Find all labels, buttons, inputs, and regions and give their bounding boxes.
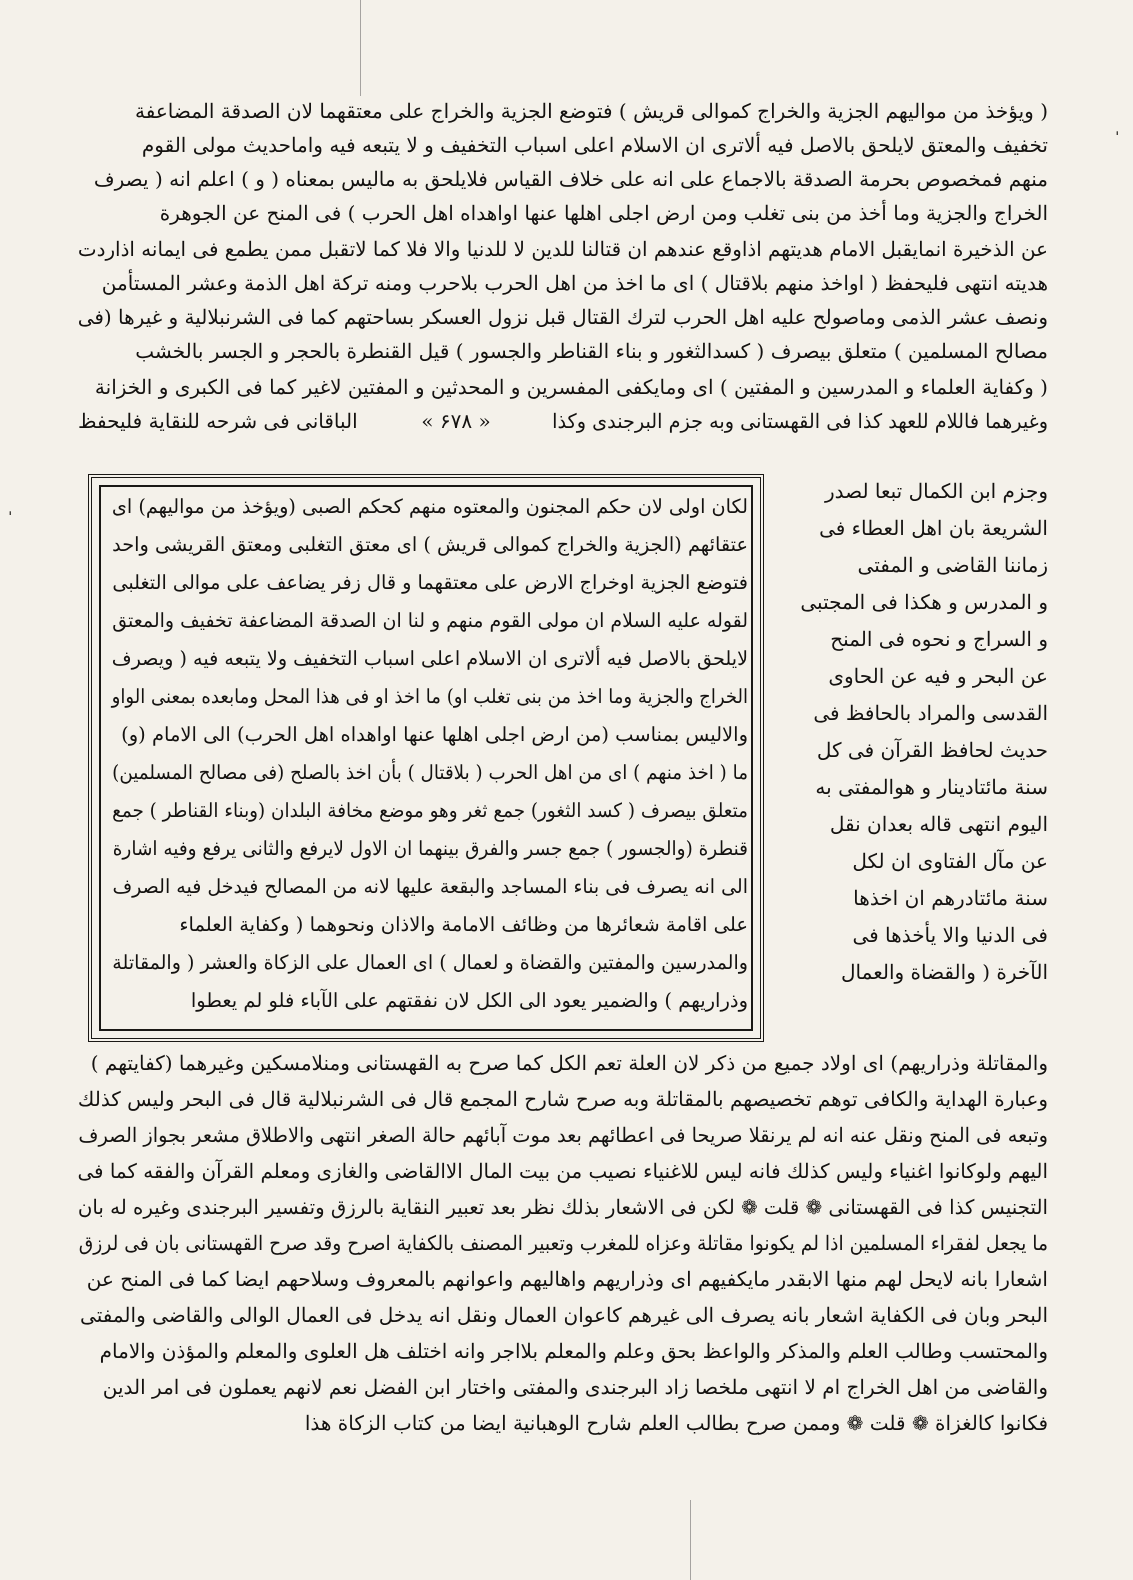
text-line: ( وكفاية العلماء و المدرسين و المفتين ) اى ومايكفى المفسرين و المحدثين و المفتين لاغير كما فى الكبرى و الخزانة: [94, 375, 1048, 399]
ornament-glyph-right: »: [478, 409, 491, 433]
text-line: اليهم ولوكانوا اغنياء وليس كذلك فانه ليس للاغنياء نصيب من بيت المال الاالقاضى والغازى ومعلم القرآن والفقه كما فى: [77, 1159, 1049, 1183]
text-line: فى الدنيا والا يأخذها فى: [852, 923, 1048, 947]
text-line: وتبعه فى المنح ونقل عنه انه لم يرنقلا صريحا فى اعطائهم بعد موت آبائهم حالة الصغر انتهى والاطلاق مشعر بجواز الصرف: [78, 1123, 1048, 1147]
text-line: وجزم ابن الكمال تبعا لصدر: [824, 479, 1048, 503]
margin-mark: ˌ: [8, 498, 13, 517]
page-number: ۶۷۸: [439, 409, 473, 433]
text-line: لقوله عليه السلام ان مولى القوم منهم و لنا ان الصدقة المضاعفة تخفيف والمعتق: [112, 609, 749, 632]
text-line: لايلحق بالاصل فيه ألاترى ان الاسلام اعلى اسباب التخفيف ولا يتبعه فيه ( ويصرف: [111, 647, 749, 670]
text-line: اشعارا بانه لايحل لهم منها الابقدر مايكفيهم اى وذراريهم واهاليهم واعوانهم بالمعروف وسلاحهم ايضا كما فى المنح عن: [86, 1267, 1048, 1291]
binding-gutter-line: [360, 0, 361, 96]
text-line: سنة مائتادرهم ان اخذها: [853, 886, 1048, 910]
text-line: حديث لحافظ القرآن فى كل: [816, 738, 1048, 762]
text-line: عتقائهم (الجزية والخراج كموالى قريش ) اى معتق التغلبى ومعتق القريشى واحد: [112, 533, 748, 556]
text-line: ونصف عشر الذمى وماصولح عليه اهل الحرب لترك القتال قبل نزول العسكر بساحتهم كما فى الشرنبلالية و غيرها (فى: [77, 305, 1048, 329]
text-line: ( ويؤخذ من مواليهم الجزية والخراج كموالى قريش ) فتوضع الجزية والخراج على معتقهما لان الصدقة المضاعفة: [134, 99, 1048, 123]
text-line: فكانوا كالغزاة ❁ قلت ❁ وممن صرح بطالب العلم شارح الوهبانية ايضا من كتاب الزكاة هذا: [304, 1411, 1048, 1435]
text-line: البحر وبان فى الكفاية اشعار بانه يصرف الى غيرهم كاعوان العمال ونقل انه يدخل فى العمال الوالى والقاضى والمفتى: [80, 1303, 1048, 1327]
text-line: هديته انتهى فليحفظ ( اواخذ منهم بلاقتال ) اى ما اخذ من اهل الحرب بلاحرب ومنه تركة اهل الذمة وعشر المستأمن: [101, 271, 1048, 295]
text-line: الخراج والجزية وما اخذ من بنى تغلب او) ما اخذ او فى هذا المحل ومابعده بمعنى الواو: [111, 685, 748, 708]
text-line: على اقامة شعائرها من وظائف الامامة والاذان ونحوهما ( وكفاية العلماء: [179, 913, 748, 936]
text-line: عن البحر و فيه عن الحاوى: [828, 664, 1048, 688]
margin-mark: ˌ: [1115, 118, 1120, 137]
text-line: قنطرة (والجسور ) جمع جسر والفرق بينهما ان الاول لايرفع والثانى يرفع وفيه اشارة: [112, 837, 748, 860]
ornament-glyph-left: «: [421, 409, 434, 433]
text-line: والمقاتلة وذراريهم) اى اولاد جميع من ذكر لان العلة تعم الكل كما صرح به القهستانى ومنلامسكين وغيرهما (كفايتهم ): [90, 1051, 1048, 1075]
text-line: والقاضى من اهل الخراج ام لا انتهى ملخصا زاد البرجندى والمفتى واختار ابن الفضل نعم لانهم يعملون فى امر الدين: [102, 1375, 1048, 1399]
text-line: الباقانى فى شرحه للنقاية فليحفظ: [78, 409, 358, 433]
text-line: سنة مائتادينار و هوالمفتى به: [815, 775, 1048, 799]
text-line: ما يجعل لفقراء المسلمين اذا لم يكونوا مقاتلة وعزاه للمغرب وتعبير المصنف بالكفاية اصرح وقد صرح القهستانى بان فى لرزق: [78, 1231, 1048, 1255]
text-line: الآخرة ( والقضاة والعمال: [841, 960, 1048, 984]
text-line: اليوم انتهى قاله بعدان نقل: [829, 812, 1048, 836]
text-line: تخفيف والمعتق لايلحق بالاصل فيه ألاترى ان الاسلام اعلى اسباب التخفيف و لا يتبعه فيه واماحديث مولى القوم: [141, 133, 1048, 157]
text-line: منهم فمخصوص بحرمة الصدقة بالاجماع على انه على خلاف القياس فلايلحق به ماليس بمعناه ( و ) اعلم انه ( يصرف: [93, 167, 1048, 191]
text-line: فتوضع الجزية اوخراج الارض على معتقهما و قال زفر يضاعف على موالى التغلبى: [112, 571, 748, 594]
text-line: وغيرهما فاللام للعهد كذا فى القهستانى وبه جزم البرجندى وكذا: [552, 409, 1048, 433]
text-line: و المدرس و هكذا فى المجتبى: [800, 590, 1048, 614]
text-line: ما ( اخذ منهم ) اى من اهل الحرب ( بلاقتال ) بأن اخذ بالصلح (فى مصالح المسلمين): [112, 761, 749, 784]
text-line: متعلق بيصرف ( كسد الثغور) جمع ثغر وهو موضع مخافة البلدان (وبناء القناطر ) جمع: [112, 799, 748, 822]
text-line: وعبارة الهداية والكافى توهم تخصيصهم بالمقاتلة وبه صرح شارح المجمع قال فى الشرنبلالية قال فى البحر وليس كذلك: [77, 1087, 1048, 1111]
text-line: وذراريهم ) والضمير يعود الى الكل لان نفقتهم على الآباء فلو لم يعطوا: [190, 989, 748, 1012]
text-line: عن مآل الفتاوى ان لكل: [852, 849, 1048, 873]
text-line: القدسى والمراد بالحافظ فى: [813, 701, 1048, 725]
page-number-ornament: [362, 408, 550, 434]
text-line: الشريعة بان اهل العطاء فى: [819, 516, 1048, 540]
text-line: عن الذخيرة انمايقبل الامام هديتهم اذاوقع عندهم ان قتالنا للدين لا للدنيا والا فلا كما لاتقبل ممن يطمع فى ايمانه اذاردت: [77, 237, 1049, 261]
text-line: الخراج والجزية وما أخذ من بنى تغلب ومن ارض اجلى اهلها عنها اواهداه اهل الحرب ) فى المنح عن الجوهرة: [159, 201, 1048, 225]
text-line: التجنيس كذا فى القهستانى ❁ قلت ❁ لكن فى الاشعار بذلك نظر بعد تعبير النقاية بالرزق وتفسير البرجندى وغيره له بان: [77, 1195, 1048, 1219]
text-line: لكان اولى لان حكم المجنون والمعتوه منهم كحكم الصبى (ويؤخذ من مواليهم) اى: [111, 495, 748, 518]
binding-gutter-line-bottom: [690, 1500, 691, 1580]
text-line: والمحتسب وطالب العلم والمذكر والواعظ بحق وعلم والمعلم بلااجر وانه اختلف هل العلوى والمعلم والمؤذن والامام: [99, 1339, 1048, 1363]
text-line: والاليس بمناسب (من ارض اجلى اهلها عنها اواهداه اهل الحرب) الى الامام (و): [121, 723, 748, 746]
text-line: و السراج و نحوه فى المنح: [830, 627, 1048, 651]
text-line: زماننا القاضى و المفتى: [857, 553, 1048, 577]
text-line: والمدرسين والمفتين والقضاة و لعمال ) اى العمال على الزكاة والعشر ( والمقاتلة: [112, 951, 748, 974]
text-line: الى انه يصرف فى بناء المساجد والبقعة عليها لانه من المصالح فيدخل فيه الصرف: [112, 875, 749, 898]
text-line: مصالح المسلمين ) متعلق بيصرف ( كسدالثغور و بناء القناطر والجسور ) قيل القنطرة بالحجر و الجسر بالخشب: [135, 339, 1048, 363]
